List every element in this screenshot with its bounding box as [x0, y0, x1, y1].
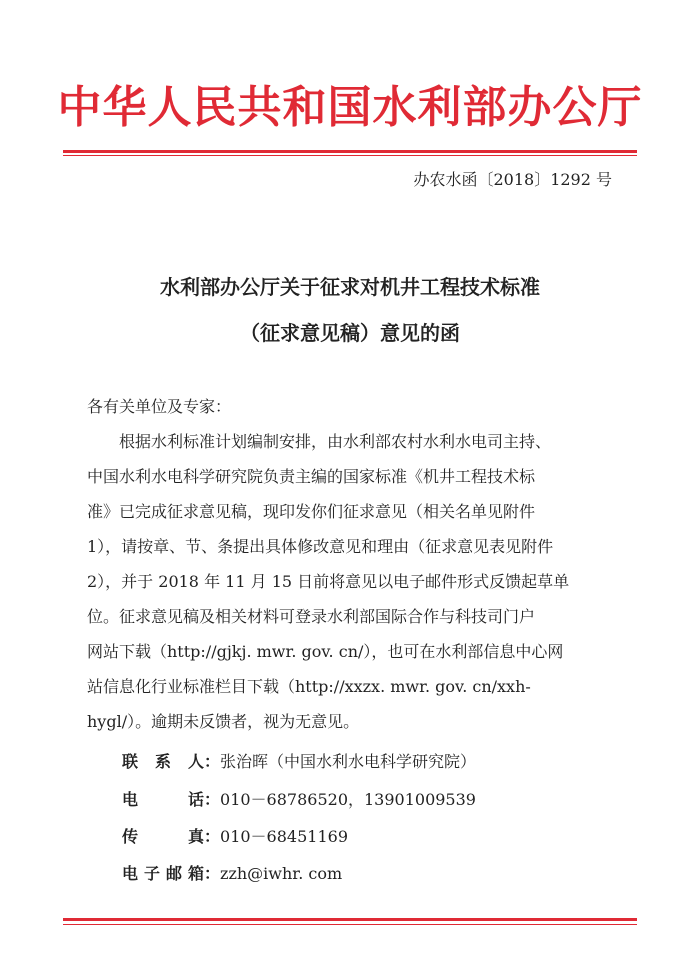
document-number: 办农水函〔2018〕1292 号	[413, 170, 612, 189]
contact-label: 联 系 人	[122, 752, 204, 771]
contact-phone: 电 话：010－68786520，13901009539	[122, 788, 476, 812]
body-line: 站信息化行业标准栏目下载（http://xxzx. mwr. gov. cn/xxh-	[87, 677, 531, 696]
contact-person: 联 系 人：张治晖（中国水利水电科学研究院）	[122, 750, 476, 774]
contact-value: 010－68786520，13901009539	[220, 790, 476, 809]
letterhead-title: 中华人民共和国水利部办公厅	[57, 82, 643, 133]
contact-label: 电 话	[122, 790, 204, 809]
contact-value: 010－68451169	[220, 827, 348, 846]
contact-email: 电子邮箱：zzh@iwhr. com	[122, 862, 342, 886]
body-line: 2），并于 2018 年 11 月 15 日前将意见以电子邮件形式反馈起草单	[87, 572, 570, 591]
body-line: 根据水利标准计划编制安排，由水利部农村水利水电司主持、	[87, 432, 552, 451]
body-line: 位。征求意见稿及相关材料可登录水利部国际合作与科技司门户	[87, 607, 536, 626]
contact-value: 张治晖（中国水利水电科学研究院）	[220, 752, 477, 771]
document-title-line-2: （征求意见稿）意见的函	[240, 321, 460, 345]
contact-label: 传 真	[122, 827, 204, 846]
footer-rule-thin	[63, 924, 637, 925]
body-line: 1），请按章、节、条提出具体修改意见和理由（征求意见表见附件	[87, 537, 554, 556]
letterhead-rule-thin	[63, 155, 637, 156]
footer-rule-thick	[63, 918, 637, 921]
document-title-line-1: 水利部办公厅关于征求对机井工程技术标准	[160, 275, 540, 299]
letterhead-rule-thick	[63, 150, 637, 153]
contact-fax: 传 真：010－68451169	[122, 825, 348, 849]
body-line: hygl/）。逾期未反馈者，视为无意见。	[87, 712, 360, 731]
body-line: 中国水利水电科学研究院负责主编的国家标准《机井工程技术标	[87, 467, 536, 486]
contact-value: zzh@iwhr. com	[220, 864, 343, 883]
body-line: 准》已完成征求意见稿，现印发你们征求意见（相关名单见附件	[87, 502, 536, 521]
body-line: 网站下载（http://gjkj. mwr. gov. cn/），也可在水利部信息中心网	[87, 642, 564, 661]
salutation: 各有关单位及专家：	[87, 397, 232, 416]
contact-label: 电子邮箱	[122, 864, 204, 883]
